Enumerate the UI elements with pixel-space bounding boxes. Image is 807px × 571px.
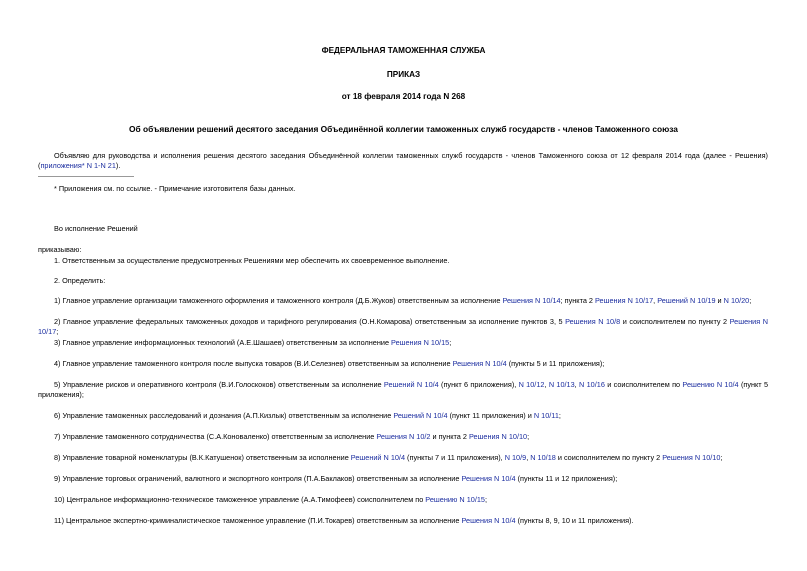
decision-link[interactable]: N 10/9	[504, 453, 527, 462]
decision-link[interactable]: Решения N 10/4	[461, 516, 516, 525]
sub-item-1: 1) Главное управление организации таможенного оформления и таможенного контроля (Д.Б.Жуков) ответственным за исполнение Решения N 10/14; пункта 2 Решения N 10/17, Решений N 10/19 и N 10/20;	[54, 296, 752, 305]
sub-item-11: 11) Центральное экспертно-криминалистическое таможенное управление (П.И.Токарев) ответственным за исполнение Решения N 10/4 (пункты 8, 9, 10 и 11 приложения).	[54, 516, 634, 525]
footnote: * Приложения см. по ссылке. - Примечание изготовителя базы данных.	[54, 184, 296, 193]
sub-item-10: 10) Центральное информационно-техническое таможенное управление (А.А.Тимофеев) соисполнителем по Решению N 10/15;	[54, 495, 488, 504]
sub-item-4: 4) Главное управление таможенного контроля после выпуска товаров (В.И.Селезнев) ответственным за исполнение Решения N 10/4 (пункты 5 и 11 приложения);	[54, 359, 605, 368]
sub-item-7: 7) Управление таможенного сотрудничества (С.А.Коноваленко) ответственным за исполнение Решения N 10/2 и пункта 2 Решения N 10/10;	[54, 432, 530, 441]
intro-paragraph: Объявляю для руководства и исполнения решения десятого заседания Объединённой коллегии таможенных служб государств - членов Таможенного союза от 12 февраля 2014 года (далее - Решения) (приложения* N 1-N 21).	[38, 151, 768, 170]
decision-link[interactable]: Решений N 10/4	[393, 411, 448, 420]
organization-heading: ФЕДЕРАЛЬНАЯ ТАМОЖЕННАЯ СЛУЖБА	[321, 46, 486, 55]
decision-link[interactable]: N 10/11	[533, 411, 559, 420]
decision-link[interactable]: Решения N 10/10	[468, 432, 528, 441]
decision-link[interactable]: N 10/13	[548, 380, 575, 389]
decision-link[interactable]: N 10/18	[530, 453, 556, 462]
decision-link[interactable]: N 10/20	[723, 296, 750, 305]
document-title: Об объявлении решений десятого заседания Объединённой коллегии таможенных служб государств - членов Таможенного союза	[129, 124, 678, 134]
decision-link[interactable]: Решений N 10/19	[657, 296, 716, 305]
order-item-2: 2. Определить:	[54, 276, 106, 285]
decision-link[interactable]: Решения N 10/4	[461, 474, 516, 483]
decision-link[interactable]: N 10/16	[579, 380, 605, 389]
sub-item-3: 3) Главное управление информационных технологий (А.Е.Шашаев) ответственным за исполнение Решения N 10/15;	[54, 338, 452, 347]
sub-item-9: 9) Управление торговых ограничений, валютного и экспортного контроля (П.А.Баклаков) ответственным за исполнение Решения N 10/4 (пункты 11 и 12 приложения);	[54, 474, 618, 483]
decision-link[interactable]: Решения N 10/17	[38, 317, 769, 336]
document-type-heading: ПРИКАЗ	[386, 70, 421, 79]
decision-link[interactable]: Решения N 10/14	[502, 296, 561, 305]
decision-link[interactable]: N 10/12	[518, 380, 545, 389]
decision-link[interactable]: Решения N 10/2	[376, 432, 431, 441]
decision-link[interactable]: Решения N 10/15	[391, 338, 450, 347]
decision-link[interactable]: Решения N 10/17	[595, 296, 654, 305]
decision-link[interactable]: Решению N 10/4	[682, 380, 739, 389]
decision-link[interactable]: Решения N 10/8	[565, 317, 621, 326]
sub-item-5: 5) Управление рисков и оперативного контроля (В.И.Голоскоков) ответственным за исполнение Решений N 10/4 (пункт 6 приложения), N 10/12, N 10/13, N 10/16 и соисполнителем по Решению N 10/4 (пункт 5 приложения);	[38, 380, 769, 399]
decision-link[interactable]: Решений N 10/4	[383, 380, 439, 389]
decision-link[interactable]: Решения N 10/4	[452, 359, 507, 368]
order-item-1: 1. Ответственным за осуществление предусмотренных Решениями мер обеспечить их своевременное выполнение.	[54, 256, 450, 265]
footnote-divider	[38, 176, 134, 177]
sub-item-6: 6) Управление таможенных расследований и дознания (А.П.Кизлык) ответственным за исполнение Решений N 10/4 (пункт 11 приложения) и N 10/11;	[54, 411, 561, 420]
document-date-number: от 18 февраля 2014 года N 268	[341, 92, 466, 101]
appendix-link[interactable]: приложения* N 1-N 21	[40, 161, 116, 170]
order-word: приказываю:	[38, 245, 82, 254]
sub-item-2: 2) Главное управление федеральных таможенных доходов и тарифного регулирования (О.Н.Комарова) ответственным за исполнение пунктов 3, 5 Решения N 10/8 и соисполнителем по пункту 2 Решения N 10/17;	[38, 317, 769, 336]
pursuant-text: Во исполнение Решений	[54, 224, 138, 233]
decision-link[interactable]: Решения N 10/10	[662, 453, 721, 462]
decision-link[interactable]: Решений N 10/4	[350, 453, 406, 462]
decision-link[interactable]: Решению N 10/15	[425, 495, 485, 504]
sub-item-8: 8) Управление товарной номенклатуры (В.К.Катушенок) ответственным за исполнение Решений N 10/4 (пункты 7 и 11 приложения), N 10/9, N 10/18 и соисполнителем по пункту 2 Решения N 10/10;	[54, 453, 723, 462]
